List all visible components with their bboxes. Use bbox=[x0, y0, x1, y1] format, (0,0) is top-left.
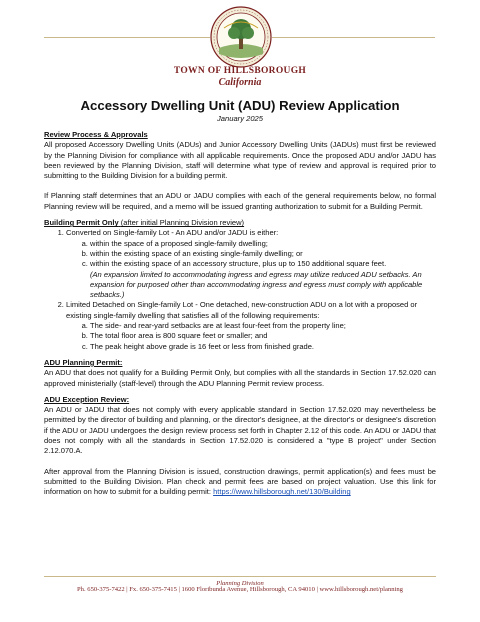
list-item: c. The peak height above grade is 16 feet or less from finished grade. bbox=[90, 342, 436, 352]
list-item bbox=[66, 300, 436, 351]
state-name: California bbox=[218, 77, 262, 88]
adu-planning-text: An ADU that does not qualify for a Building Permit Only, but complies with all the standards in Section 17.52.020 can approved ministerially (staff-level) through the ADU Planning Permit review process. bbox=[44, 368, 436, 388]
list-item: b. within the existing space of an existing single-family dwelling; or bbox=[90, 249, 436, 259]
building-permit-heading-text: Building Permit Only bbox=[44, 218, 119, 228]
review-paragraph-2: If Planning staff determines that an ADU or JADU complies with each of the general requirements below, no formal Planning review will be required, and a memo will be issued granting authorization to submit for a Building Permit. bbox=[44, 191, 436, 211]
header-rule-right bbox=[272, 37, 435, 38]
footer-division-text: Planning Division bbox=[210, 580, 269, 587]
header-rule-left bbox=[44, 37, 210, 38]
after-approval-text: After approval from the Planning Division is issued, construction drawings, permit application(s) and fees must be submitted to the Building Division. Plan check and permit fees are based on project valuation. Use this link for information on how to submit for a building permit: bbox=[44, 466, 436, 497]
criteria-1c-note: (An expansion limited to accommodating ingress and egress may utilize reduced ADU setbacks. An expansion for purposed other than accommodating ingress and egress must comply with applicable setbacks.) bbox=[90, 269, 423, 300]
page-title: Accessory Dwelling Unit (ADU) Review Application bbox=[80, 98, 400, 113]
town-seal-icon bbox=[210, 6, 272, 68]
list-item: a. The side- and rear-yard setbacks are at least four-feet from the property line; bbox=[90, 321, 436, 331]
review-heading: Review Process & Approvals bbox=[44, 130, 148, 139]
list-item bbox=[90, 259, 436, 300]
criteria-2-sublist bbox=[66, 321, 436, 352]
building-permit-heading-note: (after initial Planning Division review) bbox=[120, 218, 245, 228]
building-permit-link[interactable]: https://www.hillsborough.net/130/Building bbox=[213, 487, 351, 497]
letterhead bbox=[0, 0, 480, 96]
town-name: TOWN OF HILLSBOROUGH bbox=[173, 66, 307, 76]
adu-exception-text: An ADU or JADU that does not comply with every applicable standard in Section 17.52.020 may nevertheless be permitted by the director of building and planning, or the director's designee, at the director's or designee's discretion if the ADU or JADU undergoes the design review process set forth in Chapter 2.12 of this code. An ADU or JADU that does not comply with all the standards in Section 17.52.020 is considered a "type B project" under Section 2.12.070.A. bbox=[44, 405, 436, 456]
adu-planning-heading: ADU Planning Permit: bbox=[44, 357, 123, 367]
adu-exception-heading: ADU Exception Review: bbox=[44, 394, 130, 404]
list-item: a. within the space of a proposed single-family dwelling; bbox=[90, 239, 436, 249]
document-date: January 2025 bbox=[216, 114, 264, 123]
criteria-1-text: Converted on Single-family Lot - An ADU and/or JADU is either: bbox=[66, 228, 279, 238]
review-paragraph-1: All proposed Accessory Dwelling Units (ADUs) and Junior Accessory Dwelling Units (JADUs) must first be reviewed by the Planning Division for compliance with all applicable requirements. Once the proposed ADU and/or JADU has been reviewed by the Planning Division, staff will determine what type of review and approval is required prior to submitting to the Building Division for a building permit. bbox=[44, 140, 436, 181]
list-item bbox=[66, 228, 436, 300]
after-approval-paragraph bbox=[44, 467, 436, 498]
building-permit-heading bbox=[44, 218, 436, 228]
criteria-1-sublist bbox=[66, 239, 436, 301]
document-body bbox=[44, 130, 436, 498]
permit-criteria-list bbox=[44, 228, 436, 352]
criteria-2-text: Limited Detached on Single-family Lot - One detached, new-construction ADU on a lot with a proposed or existing single-family dwelling that satisfies all of the following requirements: bbox=[66, 300, 418, 320]
list-item: b. The total floor area is 800 square feet or smaller; and bbox=[90, 331, 436, 341]
footer-contact: Ph. 650-375-7422 | Fx. 650-375-7415 | 1600 Floribunda Avenue, Hillsborough, CA 94010 | www.hillsborough.net/planning bbox=[77, 586, 403, 593]
criteria-1c-text: within the existing space of an accessory structure, plus up to 150 additional square feet. bbox=[90, 259, 387, 269]
